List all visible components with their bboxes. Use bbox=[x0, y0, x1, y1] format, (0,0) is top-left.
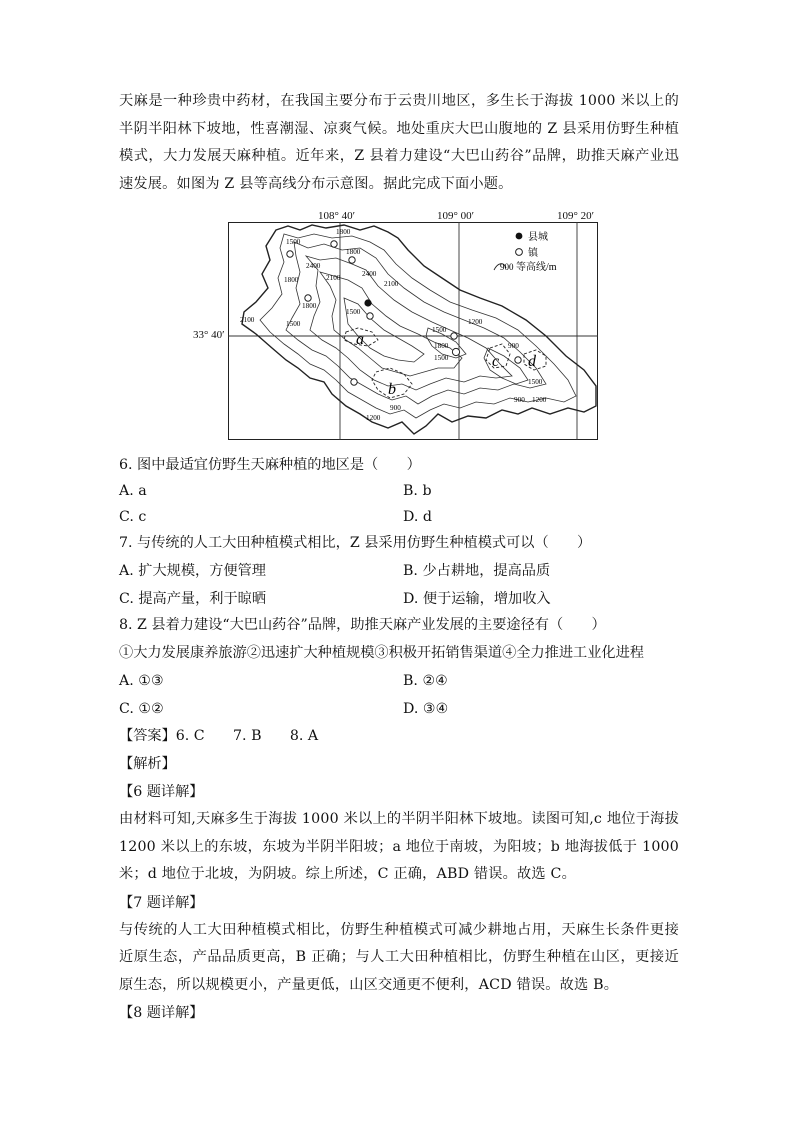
answer-line: 【答案】6. C 7. B 8. A bbox=[119, 728, 319, 744]
area-label-c: c bbox=[492, 353, 500, 370]
svg-text:1800: 1800 bbox=[336, 228, 351, 236]
svg-text:2400: 2400 bbox=[306, 262, 321, 270]
questions bbox=[119, 452, 679, 1027]
q8-stem: 8. Z 县着力建设“大巴山药谷”品牌，助推天麻产业发展的主要途径有（ ） bbox=[119, 617, 606, 633]
q7-stem: 7. 与传统的人工大田种植模式相比，Z 县采用仿野生种植模式可以（ ） bbox=[119, 535, 592, 551]
q7-option-d: D. 便于运输，增加收入 bbox=[403, 591, 551, 607]
svg-text:1200: 1200 bbox=[468, 318, 483, 326]
intro-paragraph: 天麻是一种珍贵中药材，在我国主要分布于云贵川地区，多生长于海拔 1000 米以上的半阴半阳林下坡地，性喜潮湿、凉爽气候。地处重庆大巴山腹地的 Z 县采用仿野生种植模式，大力发展天麻种植。近年来，Z 县着力建设“大巴山药谷”品牌，助推天麻产业迅速发展。如图为 Z 县等高线分布示意图。据此完成下面小题。 bbox=[119, 93, 679, 192]
detail-8-heading: 【8 题详解】 bbox=[119, 1005, 204, 1021]
svg-text:1800: 1800 bbox=[346, 248, 361, 256]
q6-option-c: C. c bbox=[119, 509, 147, 525]
q8-items: ①大力发展康养旅游②迅速扩大种植规模③积极开拓销售渠道④全力推进工业化进程 bbox=[119, 645, 644, 661]
q8-options-row2 bbox=[119, 696, 679, 722]
q7-option-b: B. 少占耕地，提高品质 bbox=[403, 563, 551, 579]
svg-text:1800: 1800 bbox=[434, 342, 449, 350]
svg-text:2400: 2400 bbox=[362, 270, 377, 278]
svg-text:1500: 1500 bbox=[286, 238, 301, 246]
legend-contour-label: 等高线/m bbox=[516, 262, 557, 273]
legend-county-symbol bbox=[516, 233, 523, 240]
q6-stem: 6. 图中最适宜仿野生天麻种植的地区是（ ） bbox=[119, 457, 421, 473]
svg-text:2100: 2100 bbox=[326, 274, 341, 282]
legend-county-label: 县城 bbox=[528, 232, 548, 243]
area-label-b: b bbox=[388, 381, 396, 398]
analysis-heading: 【解析】 bbox=[119, 756, 176, 772]
svg-text:1200: 1200 bbox=[366, 414, 381, 422]
svg-text:1800: 1800 bbox=[284, 276, 299, 284]
svg-text:2100: 2100 bbox=[384, 280, 399, 288]
svg-text:1800: 1800 bbox=[302, 302, 317, 310]
svg-text:1500: 1500 bbox=[434, 354, 449, 362]
svg-text:1200: 1200 bbox=[532, 396, 547, 404]
q7-options-row1 bbox=[119, 558, 679, 584]
area-label-a: a bbox=[356, 331, 364, 348]
detail-6-heading: 【6 题详解】 bbox=[119, 784, 204, 800]
q6-option-a: A. a bbox=[119, 483, 147, 499]
q6-options-row2 bbox=[119, 504, 679, 530]
lon-label-109-00: 109° 00′ bbox=[437, 210, 475, 222]
q8-option-b: B. ②④ bbox=[403, 673, 448, 689]
q7-option-a: A. 扩大规模，方便管理 bbox=[119, 563, 266, 579]
legend-town-label: 镇 bbox=[528, 248, 538, 259]
document-body bbox=[119, 88, 679, 198]
q8-option-d: D. ③④ bbox=[403, 701, 449, 717]
q8-option-a: A. ①③ bbox=[119, 673, 164, 689]
q6-option-d: D. d bbox=[403, 509, 432, 525]
q8-options-row1 bbox=[119, 668, 679, 694]
q7-options-row2 bbox=[119, 586, 679, 612]
lon-label-109-20: 109° 20′ bbox=[557, 210, 595, 222]
detail-6-text: 由材料可知,天麻多生于海拔 1000 米以上的半阴半阳林下坡地。读图可知,c 地位于海拔 1200 米以上的东坡，东坡为半阴半阳坡；a 地位于南坡，为阳坡；b 地海拔低于 1000 米；d 地位于北坡，为阴坡。综上所述，C 正确，ABD 错误。故选 C。 bbox=[119, 811, 679, 882]
lon-label-108-40: 108° 40′ bbox=[318, 210, 356, 222]
q8-option-c: C. ①② bbox=[119, 701, 164, 717]
lat-label-33-40: 33° 40′ bbox=[193, 329, 225, 341]
svg-text:900: 900 bbox=[390, 404, 401, 412]
svg-text:1500: 1500 bbox=[346, 308, 361, 316]
svg-text:2100: 2100 bbox=[240, 316, 255, 324]
svg-text:1500: 1500 bbox=[432, 326, 447, 334]
county-seat-marker bbox=[364, 299, 371, 306]
legend-contour-value: 900 bbox=[500, 262, 514, 272]
q6-options-row1 bbox=[119, 478, 679, 504]
detail-7-text: 与传统的人工大田种植模式相比，仿野生种植模式可减少耕地占用，天麻生长条件更接近原生态，产品品质更高，B 正确；与人工大田种植相比，仿野生种植在山区，更接近原生态，所以规模更小，产量更低，山区交通更不便利，ACD 错误。故选 B。 bbox=[119, 921, 679, 993]
detail-7-heading: 【7 题详解】 bbox=[119, 894, 204, 911]
area-label-d: d bbox=[528, 353, 536, 370]
svg-text:1500: 1500 bbox=[286, 320, 301, 328]
svg-text:1500: 1500 bbox=[528, 378, 543, 386]
contour-map bbox=[228, 208, 598, 440]
q6-option-b: B. b bbox=[403, 483, 432, 499]
q7-option-c: C. 提高产量，利于晾晒 bbox=[119, 591, 267, 607]
legend-town-symbol bbox=[516, 249, 523, 256]
svg-text:900: 900 bbox=[508, 342, 519, 350]
svg-text:900: 900 bbox=[514, 396, 525, 404]
